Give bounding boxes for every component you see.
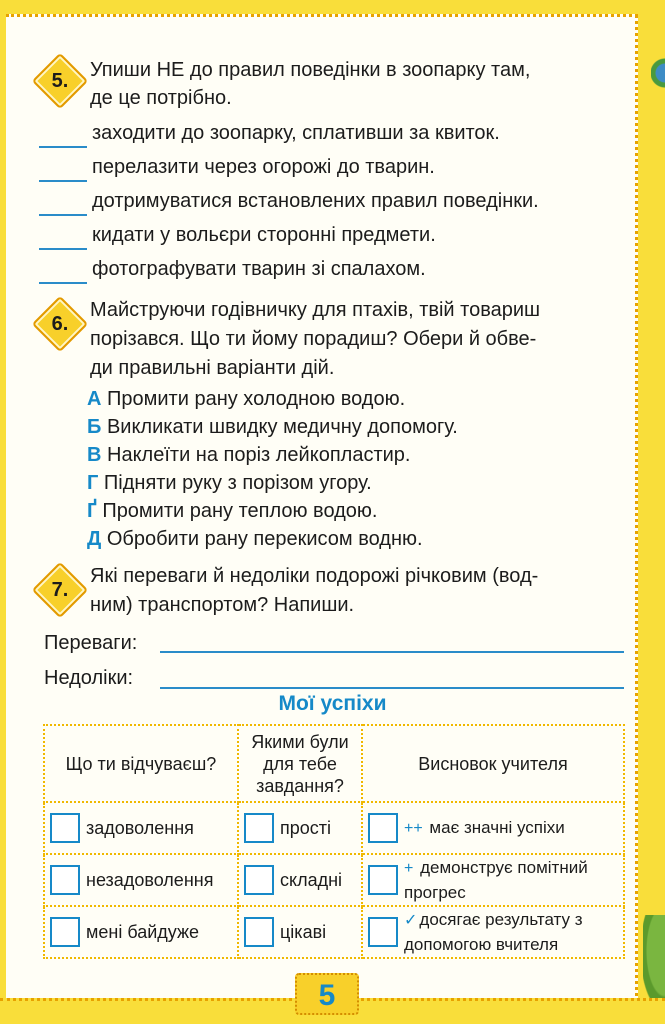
- feeling-label: мені байдуже: [86, 921, 200, 942]
- teacher-mark: +: [404, 859, 414, 877]
- task-number-5: 5.: [51, 70, 69, 92]
- table-row: [44, 854, 624, 906]
- task5-item-4: кидати у вольєри сторонні предмети.: [92, 224, 436, 246]
- task6-prompt-line3: ди правильні варіанти дій.: [90, 357, 335, 379]
- difficulty-label: складні: [280, 869, 343, 890]
- successes-title: Мої успіхи: [278, 692, 387, 715]
- checkbox[interactable]: [244, 813, 274, 843]
- advantages-label: Переваги:: [44, 632, 138, 654]
- task6-prompt-line2: порізався. Що ти йому порадиш? Обери й обве-: [90, 328, 537, 350]
- task5-blank-4[interactable]: [39, 248, 87, 250]
- teacher-mark: ✓: [404, 911, 418, 929]
- checkbox[interactable]: [50, 813, 80, 843]
- task6-option-g[interactable]: [87, 497, 378, 526]
- header-teacher: Висновок учителя: [362, 725, 624, 802]
- task-number-7: 7.: [51, 579, 69, 601]
- advantages-answer-line[interactable]: [160, 651, 624, 653]
- option-text: Підняти руку з порізом угору.: [103, 472, 372, 494]
- task6-option-d[interactable]: [87, 525, 423, 554]
- option-text: Обробити рану перекисом водню.: [106, 528, 423, 550]
- globe-illustration: [651, 50, 665, 96]
- task6-option-a[interactable]: [87, 385, 405, 414]
- difficulty-label: цікаві: [280, 921, 327, 942]
- task6-prompt-line1: Майструючи годівничку для птахів, твій товариш: [90, 299, 541, 321]
- page-number: 5: [318, 979, 336, 1012]
- checkbox[interactable]: [244, 865, 274, 895]
- checkbox[interactable]: [368, 917, 398, 947]
- checkbox[interactable]: [50, 917, 80, 947]
- task7-prompt-line2: ним) транспортом? Напиши.: [90, 594, 355, 616]
- disadvantages-label: Недоліки:: [44, 667, 134, 689]
- feeling-label: задоволення: [86, 817, 194, 838]
- task5-item-2: перелазити через огорожі до тварин.: [92, 156, 435, 178]
- header-feelings: Що ти відчуваєш?: [44, 725, 238, 802]
- task7-prompt-line1: Які переваги й недоліки подорожі річковим (вод-: [90, 565, 539, 587]
- task5-prompt-line2: де це потрібно.: [90, 87, 232, 109]
- task6-option-v[interactable]: [87, 441, 410, 470]
- header-tasks: Якими були для тебе завдання?: [238, 725, 362, 802]
- disadvantages-answer-line[interactable]: [160, 687, 624, 689]
- difficulty-label: прості: [280, 817, 332, 838]
- task5-prompt-line1: Упиши НЕ до правил поведінки в зоопарку там,: [90, 59, 531, 81]
- task5-blank-2[interactable]: [39, 180, 87, 182]
- task5-item-3: дотримуватися встановлених правил поведінки.: [92, 190, 539, 212]
- table-row: [44, 906, 624, 958]
- option-letter: Г: [87, 472, 99, 494]
- teacher-text: має значні успіхи: [429, 817, 565, 837]
- task5-item-5: фотографувати тварин зі спалахом.: [92, 258, 426, 280]
- task5-item-1: заходити до зоопарку, сплативши за квиток.: [92, 122, 500, 144]
- option-letter: Б: [87, 416, 102, 438]
- successes-table: [43, 724, 625, 959]
- option-text: Промити рану холодною водою.: [107, 388, 406, 410]
- option-letter: В: [87, 444, 102, 466]
- option-letter: Ґ: [87, 500, 97, 522]
- teacher-text: досягає результату з допомогою вчителя: [404, 909, 583, 954]
- task5-blank-5[interactable]: [39, 282, 87, 284]
- checkbox[interactable]: [50, 865, 80, 895]
- option-text: Викликати швидку медичну допомогу.: [106, 416, 458, 438]
- checkbox[interactable]: [368, 865, 398, 895]
- option-letter: Д: [87, 528, 102, 550]
- option-letter: А: [87, 388, 102, 410]
- page-edge: [638, 0, 665, 1024]
- task-number-6: 6.: [51, 313, 69, 335]
- option-text: Промити рану теплою водою.: [102, 500, 378, 522]
- task6-option-b[interactable]: [87, 413, 458, 442]
- option-text: Наклеїти на поріз лейкопластир.: [107, 444, 411, 466]
- task5-blank-3[interactable]: [39, 214, 87, 216]
- checkbox[interactable]: [368, 813, 398, 843]
- feeling-label: незадоволення: [86, 869, 214, 890]
- task5-blank-1[interactable]: [39, 146, 87, 148]
- teacher-mark: ++: [404, 819, 423, 837]
- checkbox[interactable]: [244, 917, 274, 947]
- task6-option-h[interactable]: [87, 469, 372, 498]
- teacher-text: демонструє помітний прогрес: [404, 857, 588, 902]
- table-row: [44, 802, 624, 854]
- tree-illustration: [643, 915, 665, 1005]
